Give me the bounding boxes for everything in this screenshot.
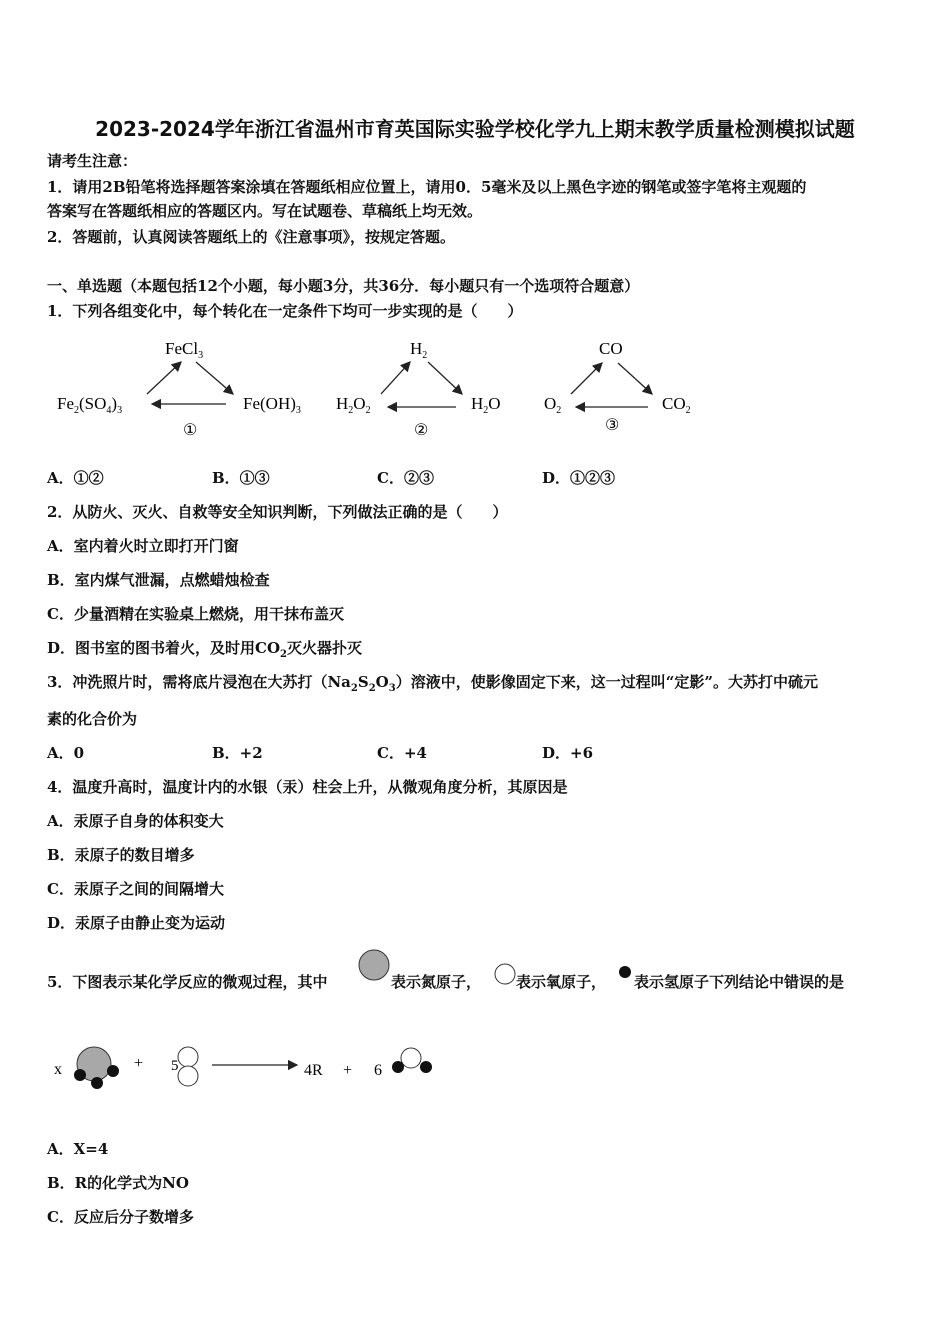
q5-stem-oxygen: 表示氧原子， — [516, 973, 607, 991]
nitrogen-atom-icon — [357, 948, 391, 982]
q1-diagram-3 — [544, 339, 691, 434]
d1-number: ① — [183, 422, 198, 439]
q1-option-a: A．①② — [47, 469, 104, 487]
d2-right-label: $H_2O$ — [471, 394, 501, 416]
q1-diagram-2 — [336, 339, 501, 439]
q3-stem: 3．冲洗照片时，需将底片浸泡在大苏打$(Na_2S_2O_3)$溶液中，使影像固定下来，这一过程叫“定影”。大苏打中硫元 — [47, 673, 818, 694]
d2-left-label: $H_2O_2$ — [336, 394, 371, 416]
q1-option-c: C．②③ — [377, 469, 434, 487]
q4-stem: 4．温度升高时，温度计内的水银（汞）柱会上升，从微观角度分析，其原因是 — [47, 778, 568, 796]
page-title: 2023-2024学年浙江省温州市育英国际实验学校化学九上期末教学质量检测模拟试题 — [95, 117, 855, 141]
q1-stem: 1．下列各组变化中，每个转化在一定条件下均可一步实现的是（ ） — [47, 302, 523, 320]
ammonia-molecule — [74, 1047, 119, 1089]
notice-line-1b: 答案写在答题纸相应的答题区内。写在试题卷、草稿纸上均无效。 — [47, 202, 483, 220]
q3-option-d: D．+6 — [542, 744, 594, 762]
d1-left-label: $Fe_2(SO_4)_3$ — [57, 394, 123, 416]
q1-diagrams — [0, 330, 950, 445]
q2-option-d: D．图书室的图书着火，及时用$CO_2$灭火器扑灭 — [47, 639, 362, 660]
water-molecule — [392, 1048, 432, 1073]
oxygen-molecule — [178, 1047, 198, 1086]
reactant-coefficient-x: x — [54, 1061, 62, 1078]
product-4r: 4R — [304, 1062, 323, 1079]
d3-left-label: $O_2$ — [544, 394, 562, 416]
q4-option-c: C．汞原子之间的间隔增大 — [47, 880, 224, 898]
d1-top-label: FeCl$_3$ — [165, 339, 204, 361]
d3-number: ③ — [605, 417, 620, 434]
q5-stem-start: 5．下图表示某化学反应的微观过程，其中 — [47, 973, 328, 991]
oxygen-atom-icon — [493, 962, 517, 986]
notice-line-1: 1．请用2B铅笔将选择题答案涂填在答题纸相应位置上，请用0．5毫米及以上黑色字迹的钢笔或签字笔将主观题的 — [47, 178, 807, 196]
notice-line-2: 2．答题前，认真阅读答题纸上的《注意事项》，按规定答题。 — [47, 228, 455, 246]
product-coefficient-6: 6 — [374, 1062, 382, 1079]
q5-option-c: C．反应后分子数增多 — [47, 1208, 194, 1226]
q2-stem: 2．从防火、灭火、自救等安全知识判断，下列做法正确的是（ ） — [47, 503, 508, 521]
q4-option-a: A．汞原子自身的体积变大 — [47, 812, 224, 830]
d2-top-label: $H_2$ — [410, 339, 428, 361]
reactant-coefficient-5: 5 — [171, 1058, 179, 1074]
q3-stem-line2: 素的化合价为 — [47, 710, 138, 728]
d3-top-label: CO — [599, 339, 623, 358]
hydrogen-atom-icon — [617, 964, 633, 980]
q2-option-b: B．室内煤气泄漏，点燃蜡烛检查 — [47, 571, 270, 589]
q5-option-b: B．R的化学式为NO — [47, 1174, 189, 1192]
q2-option-c: C．少量酒精在实验桌上燃烧，用干抹布盖灭 — [47, 605, 344, 623]
q1-option-d: D．①②③ — [542, 469, 616, 487]
plus-sign-1: + — [134, 1055, 144, 1072]
q2-option-a: A．室内着火时立即打开门窗 — [47, 537, 239, 555]
q3-option-a: A．0 — [47, 744, 85, 762]
plus-sign-2: + — [343, 1062, 353, 1079]
q1-diagram-1 — [57, 339, 301, 439]
q4-option-b: B．汞原子的数目增多 — [47, 846, 195, 864]
notice-heading: 请考生注意： — [47, 152, 138, 170]
q5-stem-nitrogen: 表示氮原子， — [391, 973, 482, 991]
q3-option-c: C．+4 — [377, 744, 427, 762]
q5-stem-hydrogen: 表示氢原子下列结论中错误的是 — [634, 973, 845, 991]
q4-option-d: D．汞原子由静止变为运动 — [47, 914, 226, 932]
q1-option-b: B．①③ — [212, 469, 270, 487]
d1-right-label: $Fe(OH)_3$ — [243, 394, 301, 416]
q5-reaction-diagram — [0, 1030, 950, 1100]
d2-number: ② — [414, 422, 429, 439]
section-heading: 一、单选题（本题包括12个小题，每小题3分，共36分．每小题只有一个选项符合题意） — [47, 277, 640, 295]
d3-right-label: $CO_2$ — [662, 394, 691, 416]
q5-option-a: A．X=4 — [47, 1140, 109, 1158]
q3-option-b: B．+2 — [212, 744, 263, 762]
